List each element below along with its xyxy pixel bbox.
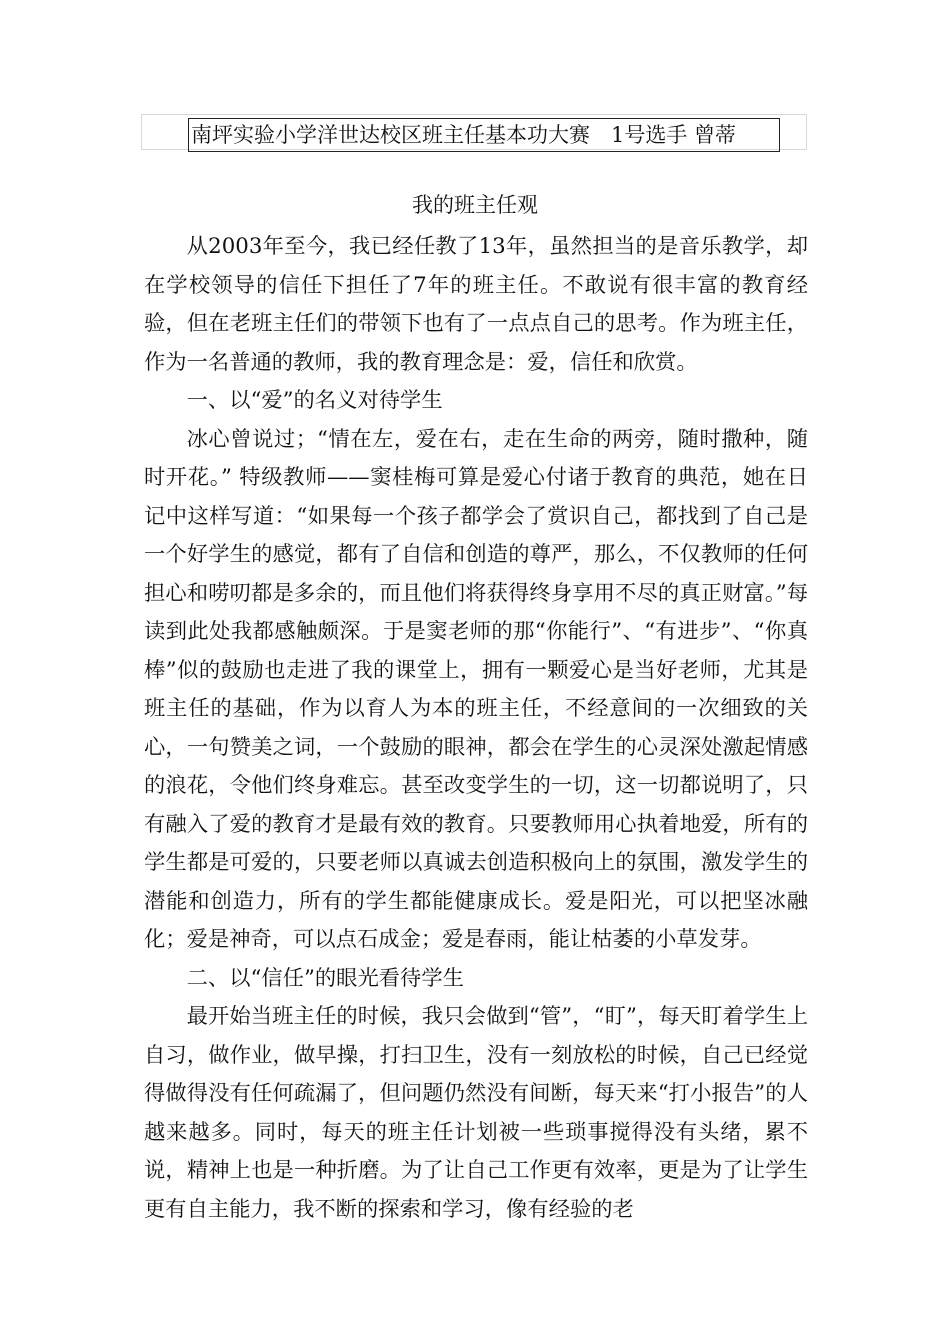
contest-header: 南坪实验小学洋世达校区班主任基本功大赛 1号选手 曾蒂: [188, 118, 780, 152]
paragraph-love: 冰心曾说过；“情在左，爱在右，走在生命的两旁，随时撒种，随时开花。” 特级教师——窦桂梅可算是爱心付诸于教育的典范，她在日记中这样写道：“如果每一个孩子都学会了赏识自己，都找到了自己是一个好学生的感觉，都有了自信和创造的尊严，那么，不仅教师的任何担心和唠叨都是多余的，而且他们将获得终身享用不尽的真正财富。”每读到此处我都感触颇深。于是窦老师的那“你能行”、“有进步”、“你真棒”似的鼓励也走进了我的课堂上，拥有一颗爱心是当好老师，尤其是班主任的基础，作为以育人为本的班主任，不经意间的一次细致的关心，一句赞美之词，一个鼓励的眼神，都会在学生的心灵深处激起情感的浪花，令他们终身难忘。甚至改变学生的一切，这一切都说明了，只有融入了爱的教育才是最有效的教育。只要教师用心执着地爱，所有的学生都是可爱的，只要老师以真诚去创造积极向上的氛围，激发学生的潜能和创造力，所有的学生都能健康成长。爱是阳光，可以把坚冰融化；爱是神奇，可以点石成金；爱是春雨，能让枯萎的小草发芽。: [144, 426, 808, 952]
section-heading-love: 一、以“爱”的名义对待学生: [186, 388, 443, 413]
paragraph-intro: 从2003年至今，我已经任教了13年，虽然担当的是音乐教学，却在学校领导的信任下担任了7年的班主任。不敢说有很丰富的教育经验，但在老班主任们的带领下也有了一点点自己的思考。作为班主任，作为一名普通的教师，我的教育理念是：爱，信任和欣赏。: [144, 234, 808, 375]
document-title: 我的班主任观: [412, 193, 538, 217]
paragraph-trust: 最开始当班主任的时候，我只会做到“管”，“盯”，每天盯着学生上自习，做作业，做早操，打扫卫生，没有一刻放松的时候，自己已经觉得做得没有任何疏漏了，但问题仍然没有间断，每天来“打小报告”的人越来越多。同时，每天的班主任计划被一些琐事搅得没有头绪，累不说，精神上也是一种折磨。为了让自己工作更有效率，更是为了让学生更有自主能力，我不断的探索和学习，像有经验的老: [144, 1004, 808, 1222]
section-heading-trust: 二、以“信任”的眼光看待学生: [186, 965, 464, 991]
document-body: [144, 228, 808, 1229]
